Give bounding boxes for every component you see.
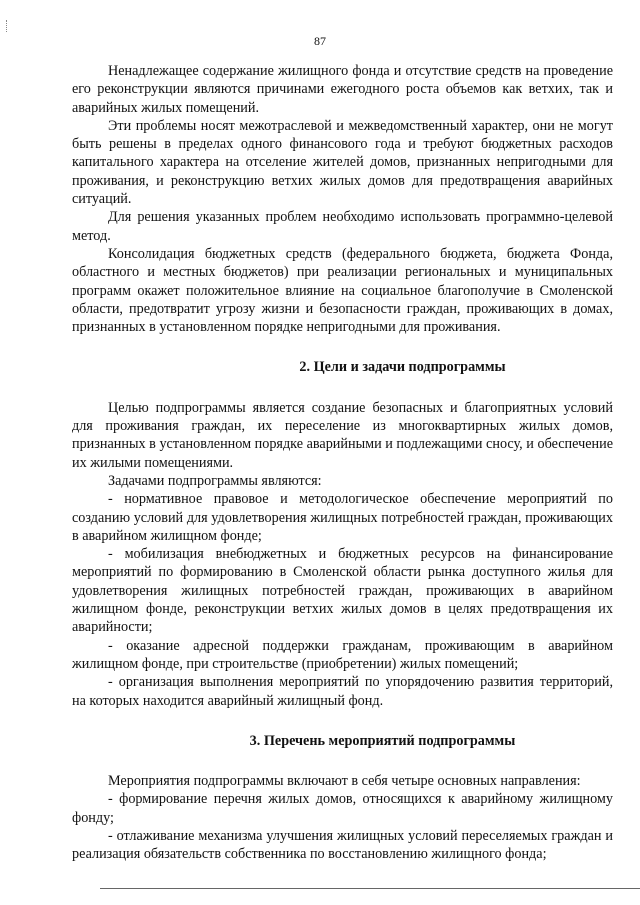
intro-paragraph-4: Консолидация бюджетных средств (федерального бюджета, бюджета Фонда, областного и местных бюджетов) при реализации региональных и муниципальных программ окажет положительное влияние на социальное благополучие в Смоленской области, предотвратит угрозу жизни и безопасности граждан, проживающих в домах, признанных в установленном порядке непригодными для проживания.: [72, 245, 613, 336]
measure-item: - отлаживание механизма улучшения жилищных условий переселяемых граждан и реализация обязательств собственника по восстановлению жилищного фонда;: [72, 827, 613, 863]
intro-paragraph-1: Ненадлежащее содержание жилищного фонда и отсутствие средств на проведение его реконструкции являются причинами ежегодного роста объемов как ветхих, так и аварийных жилых помещений.: [72, 63, 613, 116]
section-3-heading: 3. Перечень мероприятий подпрограммы: [249, 732, 516, 749]
intro-paragraph-3: Для решения указанных проблем необходимо использовать программно-целевой метод.: [72, 209, 613, 244]
margin-marks: [6, 20, 8, 32]
task-item: - нормативное правовое и методологическое обеспечение мероприятий по созданию условий для удовлетворения жилищных потребностей граждан, проживающих в аварийном жилищном фонде;: [72, 491, 613, 544]
task-item: - мобилизация внебюджетных и бюджетных ресурсов на финансирование мероприятий по формированию в Смоленской области рынка доступного жилья для удовлетворения жилищных потребностей граждан, проживающих в аварийном жилищном фонде, реконструкции ветхих жилых домов в целях предотвращения их аварийности;: [72, 546, 613, 636]
measure-item: - формирование перечня жилых домов, относящихся к аварийному жилищному фонду;: [72, 791, 613, 826]
task-item: - оказание адресной поддержки гражданам, проживающим в аварийном жилищном фонде, при строительстве (приобретении) жилых помещений;: [72, 637, 613, 672]
section-2-tasks-intro: Задачами подпрограммы являются:: [108, 472, 322, 489]
intro-paragraph-2: Эти проблемы носят межотраслевой и межведомственный характер, они не могут быть решены в пределах одного финансового года и требуют бюджетных расходов капитального характера на отселение жителей домов, признанных непригодными для проживания, и реконструкцию ветхих жилых домов для предотвращения аварийных ситуаций.: [72, 117, 613, 208]
document-body: [72, 62, 613, 864]
section-2-goal: Целью подпрограммы является создание безопасных и благоприятных условий для проживания граждан, их переселение из многоквартирных жилых домов, признанных в установленном порядке аварийными и подлежащими сносу, и обеспечение их жилыми помещениями.: [72, 399, 613, 471]
section-2-heading: 2. Цели и задачи подпрограммы: [299, 359, 506, 376]
task-item: - организация выполнения мероприятий по упорядочению развития территорий, на которых находится аварийный жилищный фонд.: [72, 674, 613, 709]
section-3-intro: Мероприятия подпрограммы включают в себя четыре основных направления:: [108, 773, 581, 790]
page-number: 87: [314, 34, 326, 48]
footer-rule: [100, 888, 640, 889]
